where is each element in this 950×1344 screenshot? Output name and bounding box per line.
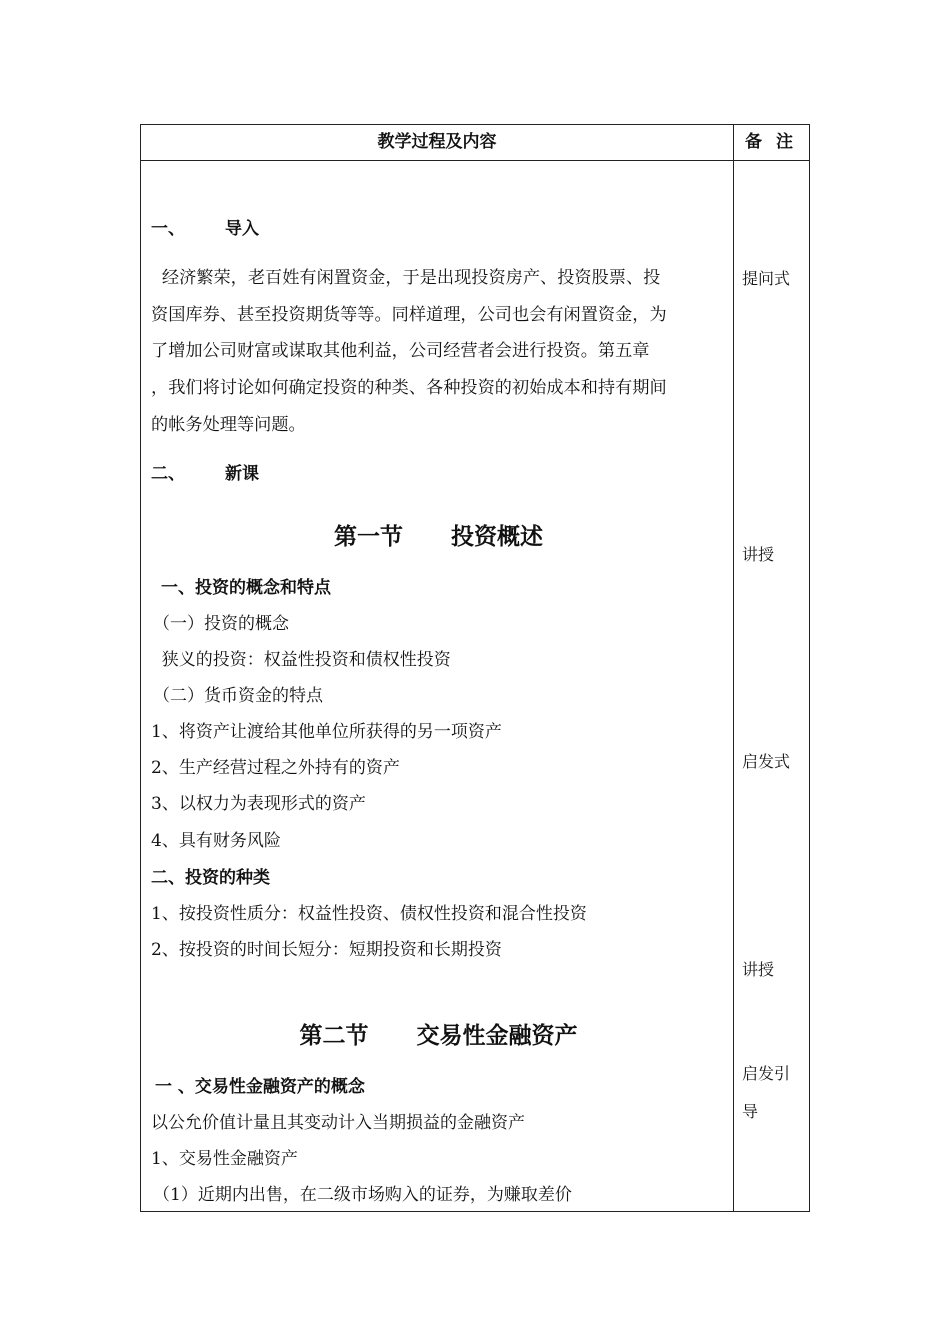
heading-intro: [151, 214, 259, 239]
header-divider: [141, 160, 809, 161]
intro-line: 资国库券、甚至投资期货等等。同样道理，公司也会有闲置资金，为: [151, 304, 667, 325]
note-method: 讲授: [742, 960, 775, 979]
body-line: （1）近期内出售，在二级市场购入的证券，为赚取差价: [153, 1185, 572, 1205]
note-line: 启发引: [742, 1064, 791, 1083]
heading-new-number: 二、: [151, 464, 185, 484]
intro-line: ，我们将讨论如何确定投资的种类、各种投资的初始成本和持有期间: [151, 378, 667, 399]
lesson-table: [140, 124, 810, 1212]
body-line: 以公允价值计量且其变动计入当期损益的金融资产: [151, 1113, 525, 1133]
body-line: 2、生产经营过程之外持有的资产: [151, 758, 400, 778]
body-line: 4、具有财务风险: [151, 831, 281, 851]
section-2-title: 第二节 交易性金融资产: [299, 1023, 578, 1049]
subheading: 二、投资的种类: [151, 868, 270, 888]
body-line: 1、按投资性质分：权益性投资、债权性投资和混合性投资: [151, 904, 587, 924]
note-method: 启发式: [742, 752, 791, 771]
note-line: 导: [742, 1102, 759, 1121]
header-content-cell: 教学过程及内容: [377, 132, 497, 152]
body-line: 1、交易性金融资产: [151, 1149, 298, 1169]
subheading: 一 、交易性金融资产的概念: [155, 1077, 365, 1097]
heading-intro-title: 导入: [225, 219, 259, 239]
body-line: 2、按投资的时间长短分：短期投资和长期投资: [151, 940, 502, 960]
section-1-title: 第一节 投资概述: [333, 524, 544, 550]
intro-line: 的帐务处理等问题。: [151, 414, 306, 435]
heading-new-lesson: [151, 459, 259, 484]
body-line: （二）货币资金的特点: [153, 686, 323, 706]
heading-new-title: 新课: [225, 464, 259, 484]
intro-line: 了增加公司财富或谋取其他利益，公司经营者会进行投资。第五章: [151, 341, 650, 362]
body-line: 狭义的投资：权益性投资和债权性投资: [151, 650, 451, 670]
header-notes-cell: 备注: [745, 132, 807, 152]
intro-line: 经济繁荣，老百姓有闲置资金，于是出现投资房产、投资股票、投: [151, 268, 661, 288]
column-divider: [733, 125, 734, 1211]
heading-intro-number: 一、: [151, 219, 185, 239]
intro-paragraph: [151, 260, 726, 444]
subheading: 一、投资的概念和特点: [161, 578, 331, 598]
body-line: （一）投资的概念: [153, 614, 289, 634]
note-method: 提问式: [742, 269, 791, 288]
note-method: [742, 1055, 790, 1131]
body-line: 1、将资产让渡给其他单位所获得的另一项资产: [151, 722, 502, 742]
note-method: 讲授: [742, 545, 775, 564]
body-line: 3、以权力为表现形式的资产: [151, 794, 366, 814]
